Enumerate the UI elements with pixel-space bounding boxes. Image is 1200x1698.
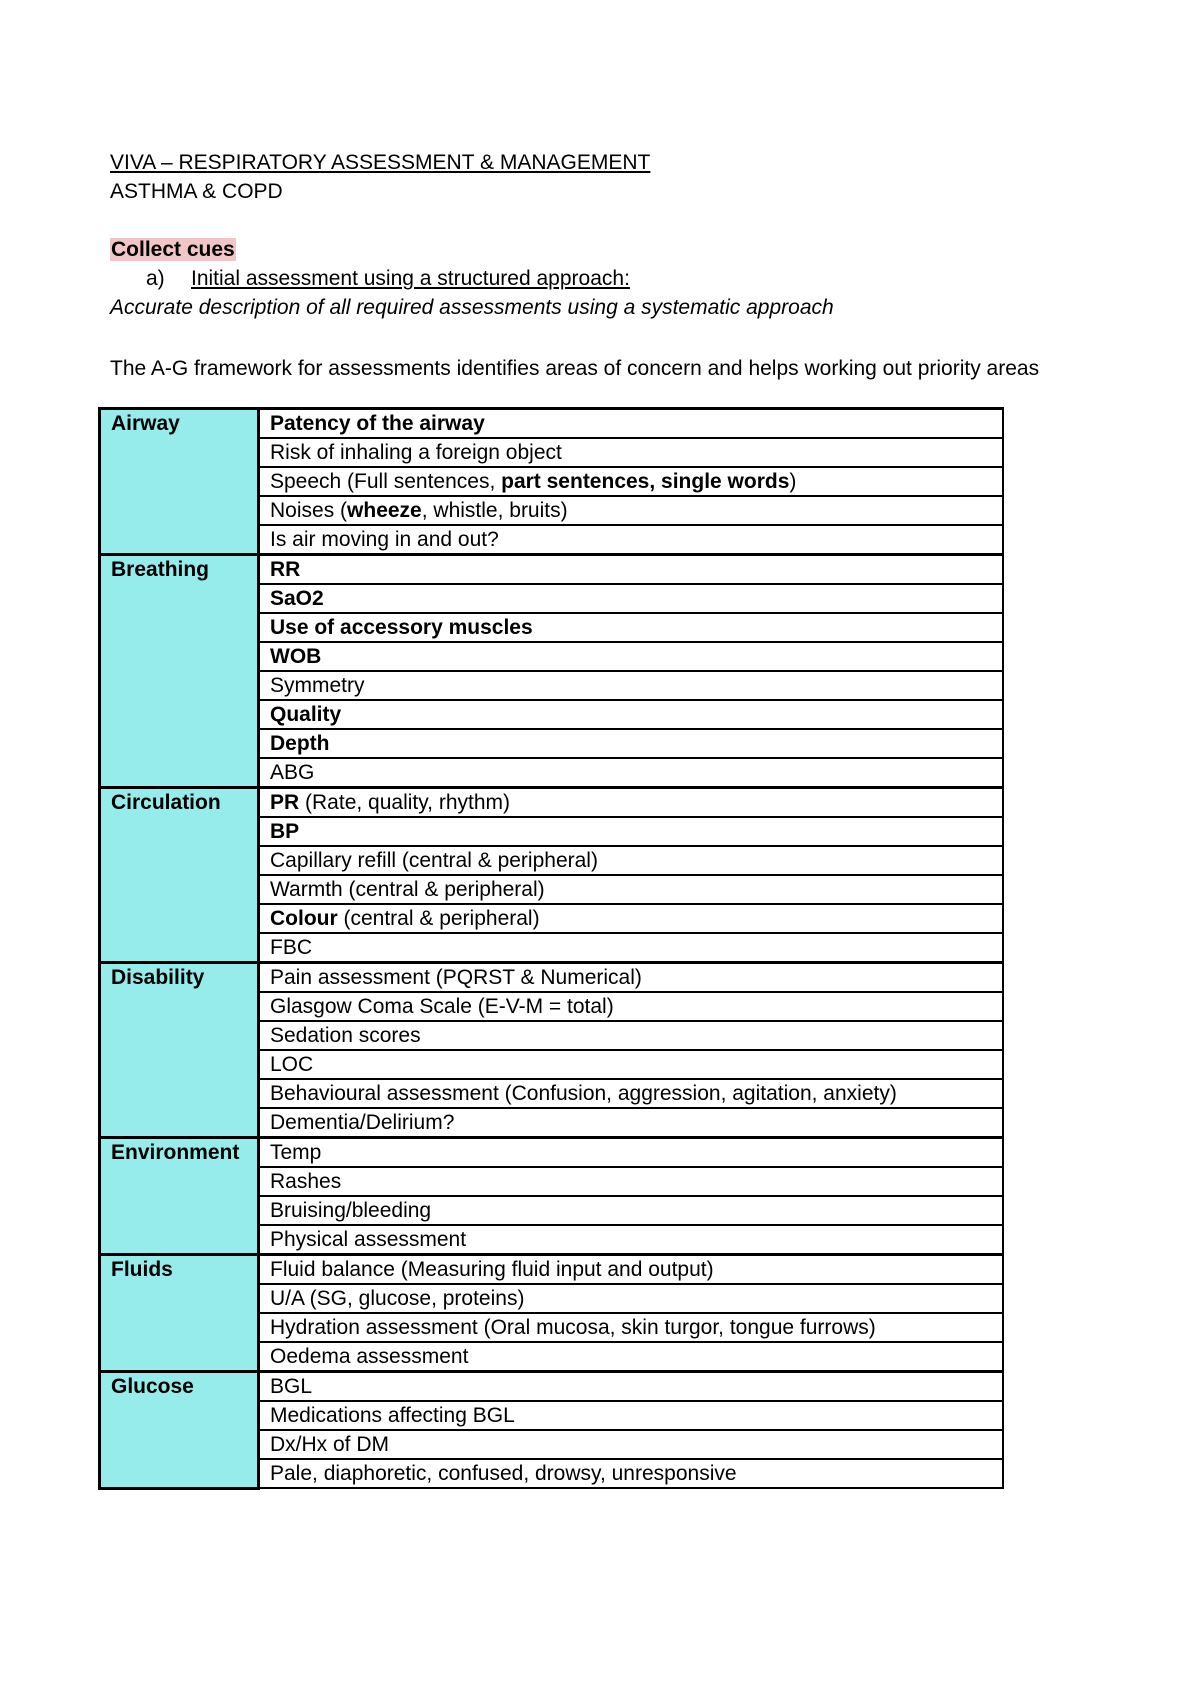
item-text: Is air moving in and out?: [270, 528, 499, 551]
assessment-item: [259, 584, 1004, 613]
item-bold-text: Patency of the airway: [270, 412, 485, 435]
assessment-item: [259, 875, 1004, 904]
assessment-item: [259, 1284, 1004, 1313]
category-cell: Environment: [100, 1138, 259, 1255]
assessment-item: [259, 555, 1004, 585]
category-cell: Circulation: [100, 788, 259, 963]
assessment-item: [259, 817, 1004, 846]
category-cell: Fluids: [100, 1255, 259, 1372]
item-bold-text: part sentences, single words: [501, 470, 790, 493]
table-row: [100, 1255, 1004, 1285]
item-text: Medications affecting BGL: [270, 1404, 515, 1427]
assessment-item: [259, 1079, 1004, 1108]
item-text: Behavioural assessment (Confusion, aggression, agitation, anxiety): [270, 1082, 897, 1105]
assessment-item: [259, 1021, 1004, 1050]
assessment-item: [259, 1108, 1004, 1138]
item-text: Pale, diaphoretic, confused, drowsy, unresponsive: [270, 1462, 737, 1485]
item-text: Rashes: [270, 1170, 342, 1193]
item-text: BGL: [270, 1375, 313, 1398]
item-text: Capillary refill (central & peripheral): [270, 849, 598, 872]
assessment-item: [259, 700, 1004, 729]
ag-assessment-table: [98, 407, 1004, 1490]
item-bold-text: Quality: [270, 703, 342, 726]
item-text: Risk of inhaling a foreign object: [270, 441, 562, 464]
item-text: ABG: [270, 761, 315, 784]
assessment-item: [259, 525, 1004, 555]
table-row: [100, 963, 1004, 993]
document-title: VIVA – RESPIRATORY ASSESSMENT & MANAGEMENT: [110, 151, 651, 174]
item-trailing-text: (Rate, quality, rhythm): [299, 791, 511, 814]
item-text: Pain assessment (PQRST & Numerical): [270, 966, 642, 989]
item-bold-text: PR: [270, 791, 300, 814]
item-text: Glasgow Coma Scale (E-V-M = total): [270, 995, 614, 1018]
category-cell: Airway: [100, 409, 259, 555]
item-trailing-text: (central & peripheral): [337, 907, 540, 930]
assessment-item: [259, 846, 1004, 875]
assessment-item: [259, 1225, 1004, 1255]
subheading-line: [110, 264, 834, 293]
assessment-item: [259, 613, 1004, 642]
item-bold-text: wheeze: [347, 499, 422, 522]
item-text: Temp: [270, 1141, 322, 1164]
item-text: Warmth (central & peripheral): [270, 878, 545, 901]
assessment-item: [259, 1459, 1004, 1488]
intro-paragraph: The A-G framework for assessments identifies areas of concern and helps working out priority areas: [110, 357, 1040, 380]
assessment-item: [259, 963, 1004, 993]
item-trailing-text: ): [789, 470, 797, 493]
item-bold-text: WOB: [270, 645, 322, 668]
assessment-item: [259, 1430, 1004, 1459]
assessment-item: [259, 788, 1004, 818]
assessment-item: [259, 496, 1004, 525]
document-header: [110, 148, 834, 322]
assessment-item: [259, 467, 1004, 496]
item-text: Fluid balance (Measuring fluid input and output): [270, 1258, 714, 1281]
assessment-item: [259, 1255, 1004, 1285]
item-text: LOC: [270, 1053, 314, 1076]
category-cell: Breathing: [100, 555, 259, 788]
assessment-item: [259, 409, 1004, 439]
item-text: Oedema assessment: [270, 1345, 469, 1368]
item-text: Speech (Full sentences,: [270, 470, 502, 493]
item-bold-text: RR: [270, 558, 301, 581]
assessment-item: [259, 904, 1004, 933]
collect-cues-line: [110, 235, 834, 264]
item-text: Sedation scores: [270, 1024, 421, 1047]
subheading-number: a): [146, 267, 165, 290]
assessment-item: [259, 671, 1004, 700]
item-text: Symmetry: [270, 674, 365, 697]
assessment-item: [259, 1372, 1004, 1402]
subheading-text: Initial assessment using a structured approach:: [191, 267, 630, 290]
item-bold-text: BP: [270, 820, 300, 843]
table-row: [100, 1138, 1004, 1168]
table-row: [100, 555, 1004, 585]
item-bold-text: Colour: [270, 907, 338, 930]
item-bold-text: SaO2: [270, 587, 324, 610]
assessment-item: [259, 1401, 1004, 1430]
ag-table-body: [100, 409, 1004, 1489]
assessment-item: [259, 729, 1004, 758]
assessment-item: [259, 1313, 1004, 1342]
spacer-line: [110, 206, 834, 235]
assessment-item: [259, 642, 1004, 671]
item-text: Dx/Hx of DM: [270, 1433, 390, 1456]
category-cell: Disability: [100, 963, 259, 1138]
item-text: FBC: [270, 936, 312, 959]
assessment-item: [259, 933, 1004, 963]
table-row: [100, 409, 1004, 439]
table-row: [100, 1372, 1004, 1402]
item-bold-text: Use of accessory muscles: [270, 616, 533, 639]
item-text: Hydration assessment (Oral mucosa, skin turgor, tongue furrows): [270, 1316, 876, 1339]
italic-description: Accurate description of all required assessments using a systematic approach: [110, 296, 834, 319]
assessment-item: [259, 1342, 1004, 1372]
document-subtitle: ASTHMA & COPD: [110, 180, 283, 203]
assessment-item: [259, 758, 1004, 788]
item-bold-text: Depth: [270, 732, 330, 755]
assessment-item: [259, 1050, 1004, 1079]
table-row: [100, 788, 1004, 818]
assessment-item: [259, 438, 1004, 467]
collect-cues-label: Collect cues: [111, 238, 235, 261]
assessment-item: [259, 1167, 1004, 1196]
item-text: Physical assessment: [270, 1228, 467, 1251]
item-trailing-text: , whistle, bruits): [421, 499, 568, 522]
assessment-item: [259, 992, 1004, 1021]
item-text: Bruising/bleeding: [270, 1199, 432, 1222]
assessment-item: [259, 1138, 1004, 1168]
item-text: Dementia/Delirium?: [270, 1111, 455, 1134]
category-cell: Glucose: [100, 1372, 259, 1489]
assessment-item: [259, 1196, 1004, 1225]
item-text: U/A (SG, glucose, proteins): [270, 1287, 525, 1310]
item-text: Noises (: [270, 499, 348, 522]
